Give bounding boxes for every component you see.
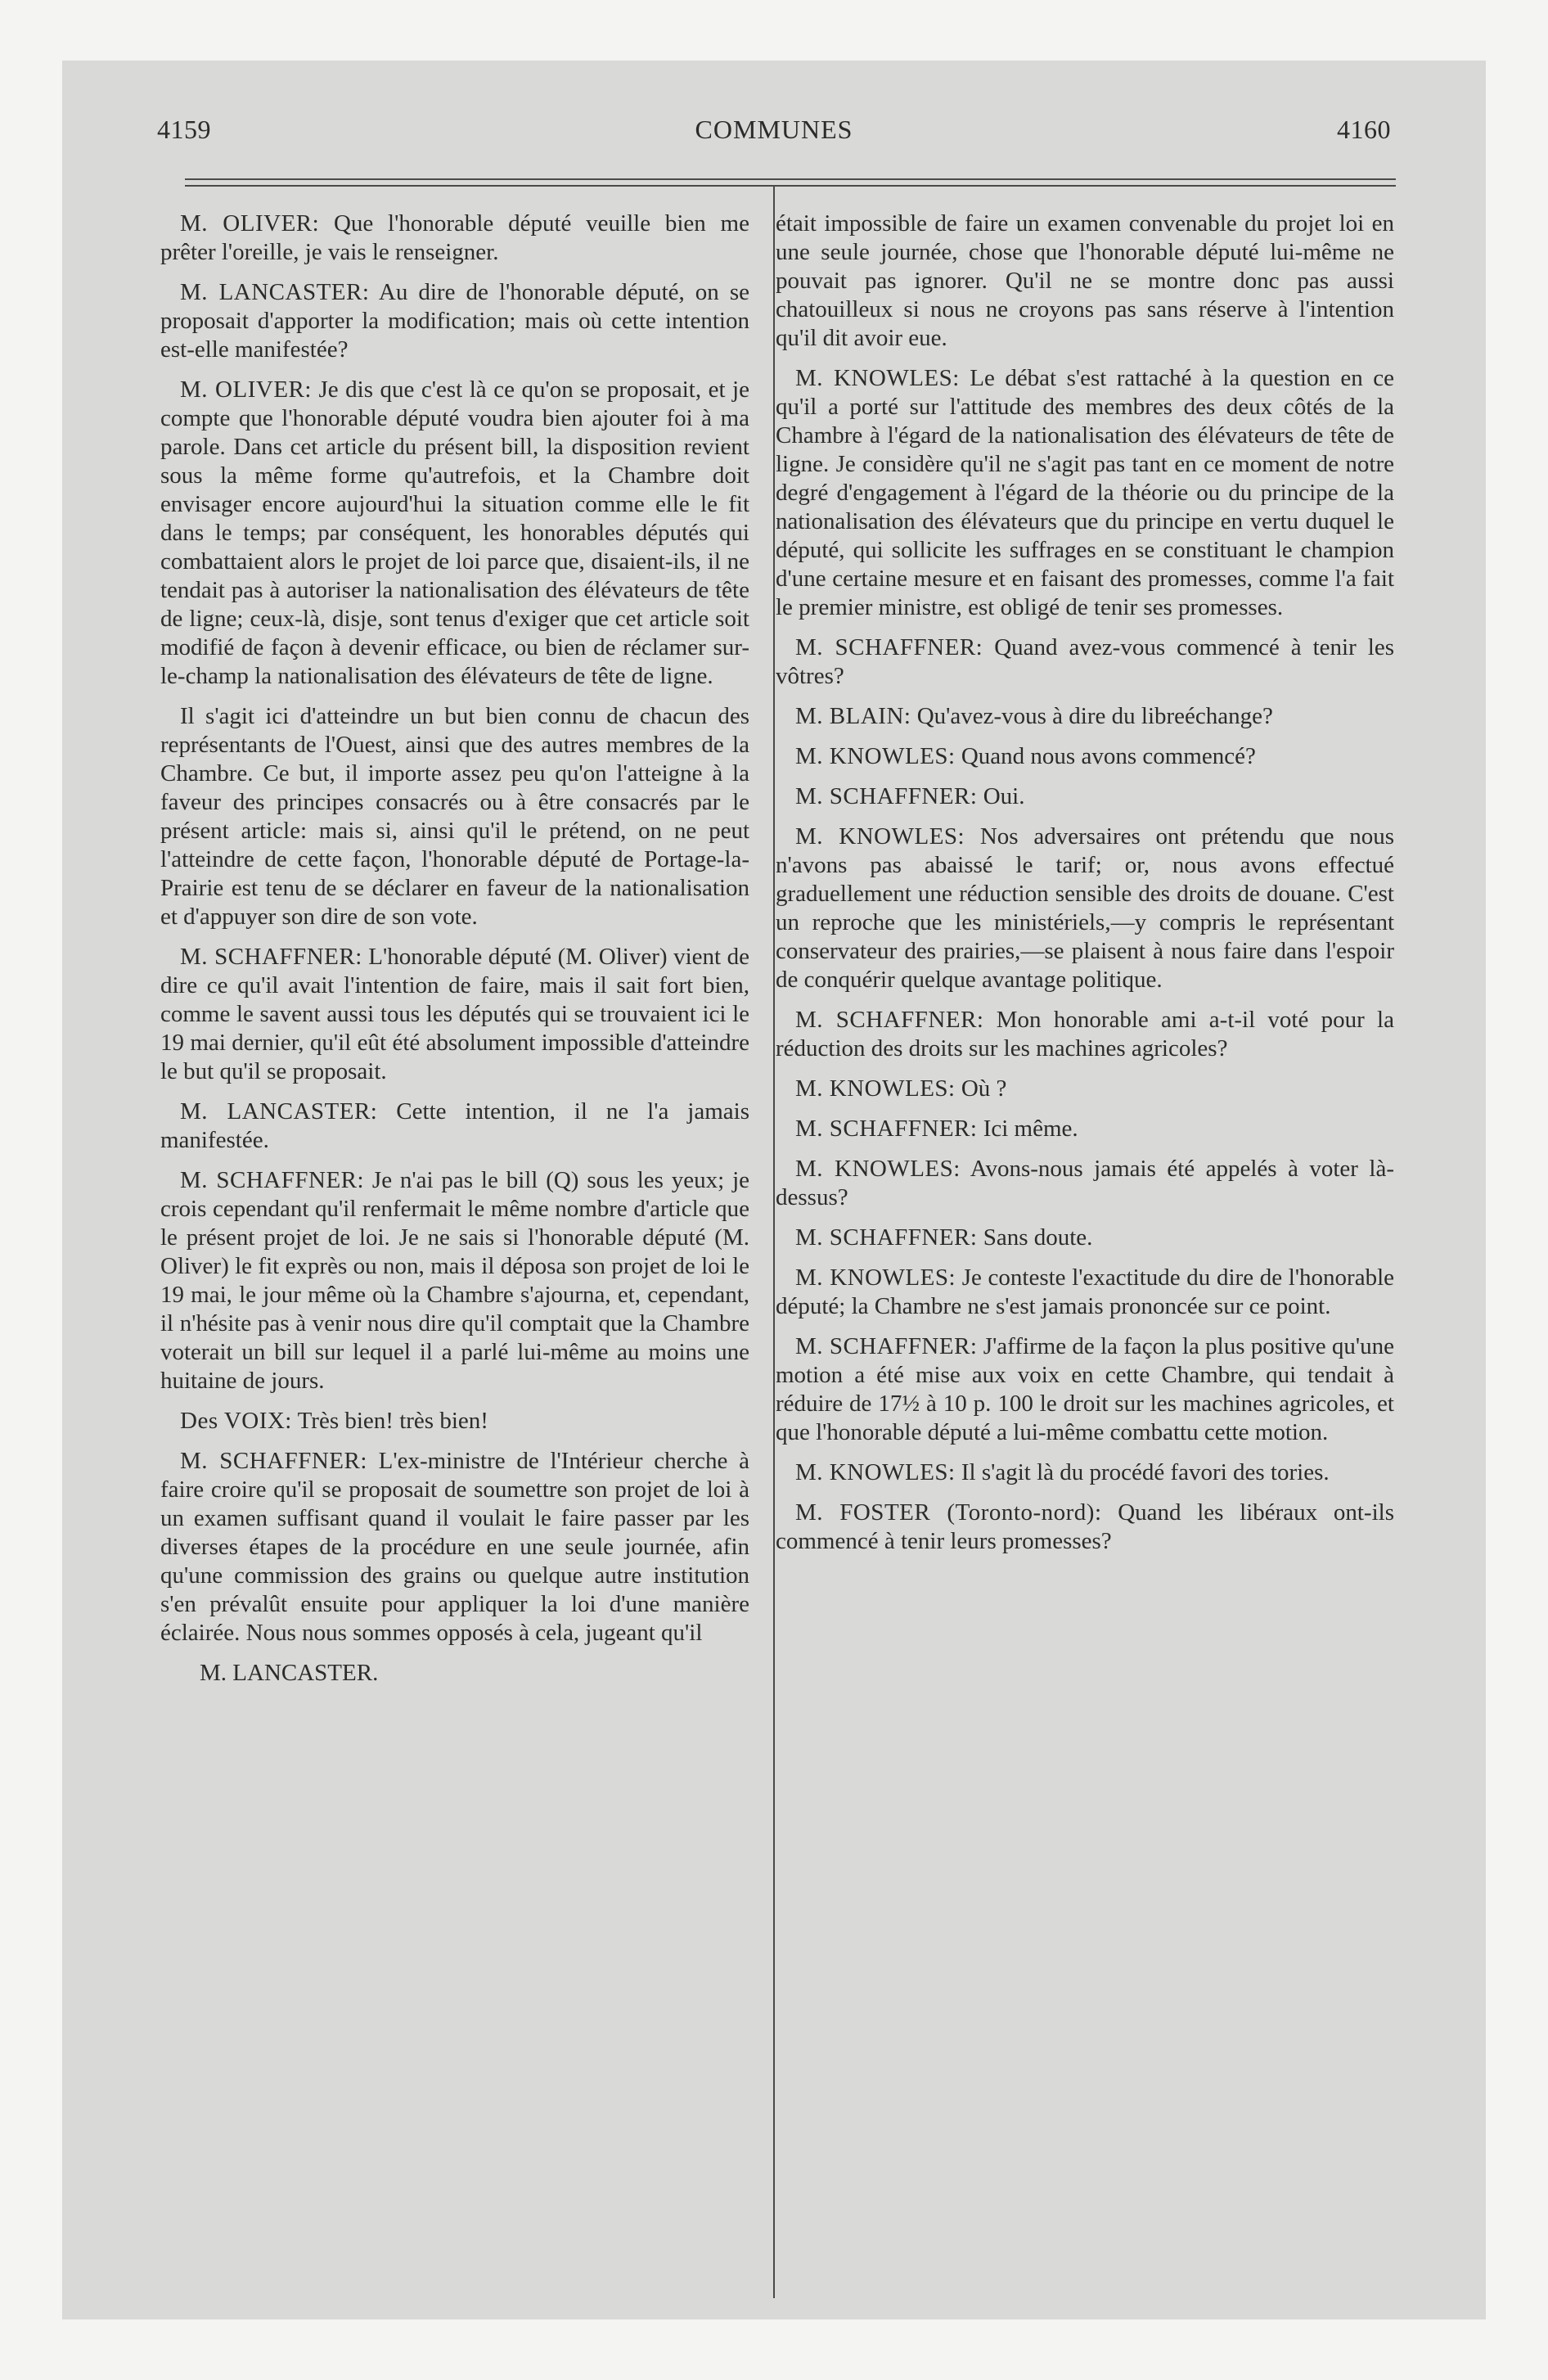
paragraph-text: Qu'avez-vous à dire du libreéchange? [911, 703, 1273, 729]
paragraph-text: J'affirme de la façon la plus positive qu'une motion a été mise aux voix en cette Chambre, qui tendait à réduire de 17½ à 10 p. 100 le droit sur les machines agricoles, et que l'honorable député a lui-même combattu cette motion. [776, 1333, 1394, 1445]
paragraph [160, 210, 749, 267]
paragraph [160, 1447, 749, 1648]
speaker-name: M. KNOWLES: [795, 1075, 956, 1102]
speaker-name: M. SCHAFFNER: [795, 783, 978, 809]
paragraph-text: Il s'agit là du procédé favori des tories. [955, 1459, 1330, 1485]
paragraph-text: Quand avez-vous commencé à tenir les vôtres? [776, 634, 1394, 689]
speaker-name: M. SCHAFFNER: [180, 1448, 367, 1474]
paragraph-text: L'ex-ministre de l'Intérieur cherche à faire croire qu'il se proposait de soumettre son projet de loi à un examen suffisant quand il voulait le faire passer par les diverses étapes de la procédure en une seule journée, afin qu'une commission des grains ou quelque autre institution s'en prévalût ensuite pour appliquer la loi d'une manière éclairée. Nous nous sommes opposés à cela, jugeant qu'il [160, 1448, 749, 1646]
paragraph-text: Je dis que c'est là ce qu'on se proposait, et je compte que l'honorable député voudra bien ajouter foi à ma parole. Dans cet article du présent bill, la disposition revient sous la même forme qu'autrefois, et la Chambre doit envisager encore aujourd'hui la situation comme elle le fit dans le temps; par conséquent, les honorables députés qui combattaient alors le projet de loi parce que, disaient-ils, il ne tendait pas à autoriser la nationalisation des élévateurs de tête de ligne; ceux-là, disje, sont tenus d'exiger que cet article soit modifié de façon à devenir efficace, ou bien de réclamer sur-le-champ la nationalisation des élévateurs de tête de ligne. [160, 376, 749, 689]
paragraph [776, 1006, 1394, 1063]
speaker-name: M. KNOWLES: [795, 1156, 961, 1182]
paragraph-text: Ici même. [977, 1116, 1078, 1142]
paragraph-text: Nos adversaires ont prétendu que nous n'avons pas abaissé le tarif; or, nous avons effectué graduellement une réduction sensible des droits de douane. C'est un reproche que les ministériels,—y compris le représentant conservateur des prairies,—se plaisent à nous faire dans l'espoir de conquérir quelque avantage politique. [776, 823, 1394, 993]
paragraph-text: Je conteste l'exactitude du dire de l'honorable député; la Chambre ne s'est jamais prononcée sur ce point. [776, 1264, 1395, 1319]
paragraph [776, 1264, 1394, 1321]
paragraph-text: était impossible de faire un examen convenable du projet loi en une seule journée, chose que l'honorable député lui-même ne pouvait pas ignorer. Qu'il ne se montre donc pas aussi chatouilleux si nous ne croyons pas sans réserve à l'intention qu'il dit avoir eue. [776, 210, 1394, 351]
left-page-number: 4159 [157, 115, 211, 144]
paragraph-text: Oui. [977, 783, 1025, 809]
paragraph [160, 1098, 749, 1155]
left-column [160, 210, 749, 1699]
speaker-name: M. SCHAFFNER: [180, 944, 362, 970]
paragraph-text: Mon honorable ami a-t-il voté pour la réduction des droits sur les machines agricoles? [776, 1007, 1394, 1062]
right-page-number: 4160 [1337, 115, 1391, 144]
speaker-name: M. SCHAFFNER: [795, 1333, 978, 1359]
paragraph-text: Le débat s'est rattaché à la question en ce qu'il a porté sur l'attitude des membres des deux côtés de la Chambre à l'égard de la nationalisation des élévateurs de tête de ligne. Je considère qu'il ne s'agit pas tant en ce moment de notre degré d'engagement à l'égard de la théorie ou du principe de la nationalisation des élévateurs que du principe en vertu duquel le député, qui sollicite les suffrages en se constituant le champion d'une certaine mesure et en faisant des promesses, comme l'a fait le premier ministre, est obligé de tenir ses promesses. [776, 365, 1394, 620]
paragraph-text: Quand nous avons commencé? [955, 743, 1256, 769]
speaker-name: Des VOIX: [180, 1408, 292, 1434]
paragraph-text: Je n'ai pas le bill (Q) sous les yeux; je crois cependant qu'il renfermait le même nombre d'article que le présent projet de loi. Je ne sais si l'honorable député (M. Oliver) le fit exprès ou non, mais il déposa son projet de loi le 19 mai, le jour même où la Chambre s'ajourna, et, cependant, il n'hésite pas à venir nous dire qu'il comptait que la Chambre voterait un bill sur lequel il a parlé lui-même au moins une huitaine de jours. [160, 1167, 749, 1394]
speaker-name: M. LANCASTER: [180, 279, 370, 305]
paragraph [776, 210, 1394, 353]
paragraph [776, 702, 1394, 731]
paragraph-text: Où ? [955, 1075, 1007, 1102]
speaker-name: M. FOSTER (Toronto-nord): [795, 1499, 1102, 1526]
speaker-name: M. SCHAFFNER: [795, 1224, 978, 1251]
paragraph [160, 278, 749, 364]
paragraph-text: Sans doute. [977, 1224, 1093, 1251]
paragraph-text: Que l'honorable député veuille bien me prêter l'oreille, je vais le renseigner. [160, 210, 749, 265]
paragraph [160, 702, 749, 931]
paragraph-text: Quand les libéraux ont-ils commencé à tenir leurs promesses? [776, 1499, 1394, 1554]
speaker-name: M. OLIVER: [180, 210, 320, 237]
paragraph [776, 742, 1394, 771]
paragraph-text: Il s'agit ici d'atteindre un but bien connu de chacun des représentants de l'Ouest, ainsi que des autres membres de la Chambre. Ce but, il importe assez peu qu'on l'atteigne à la faveur des principes consacrés ou à être consacrés par le présent article: mais si, ainsi qu'il le prétend, on ne peut l'atteindre de cette façon, l'honorable député de Portage-la-Prairie est tenu de se déclarer en faveur de la nationalisation et d'appuyer son dire de son vote. [160, 703, 749, 930]
paragraph-text: Avons-nous jamais été appelés à voter là-dessus? [776, 1156, 1395, 1210]
column-divider [773, 187, 775, 2298]
paragraph-text: Très bien! très bien! [291, 1408, 488, 1434]
paragraph [160, 1407, 749, 1436]
page-title: COMMUNES [695, 115, 853, 144]
speaker-name: M. SCHAFFNER: [795, 1116, 978, 1142]
speaker-name: M. SCHAFFNER: [795, 634, 983, 660]
paragraph [776, 1224, 1394, 1252]
paragraph [776, 1075, 1394, 1103]
speaker-name: M. KNOWLES: [795, 823, 965, 850]
paragraph [160, 1166, 749, 1395]
speaker-name: M. KNOWLES: [795, 1459, 956, 1485]
paragraph [160, 376, 749, 691]
header-rule-bottom [185, 185, 1396, 187]
paragraph [776, 1332, 1394, 1447]
paragraph [776, 633, 1394, 691]
paragraph [776, 1458, 1394, 1487]
paragraph [776, 364, 1394, 622]
speaker-name: M. KNOWLES: [795, 743, 956, 769]
paragraph [776, 782, 1394, 811]
paragraph [776, 1499, 1394, 1556]
paragraph [776, 823, 1394, 994]
paragraph-text: Cette intention, il ne l'a jamais manifestée. [160, 1098, 749, 1153]
speaker-name: M. OLIVER: [180, 376, 312, 403]
paragraph-text: L'honorable député (M. Oliver) vient de dire ce qu'il avait l'intention de faire, mais il sait fort bien, comme le savent aussi tous les députés qui se trouvaient ici le 19 mai dernier, qu'il eût été absolument impossible d'atteindre le but qu'il se proposait. [160, 944, 749, 1084]
speaker-name: M. KNOWLES: [795, 1264, 956, 1291]
paragraph-text: Au dire de l'honorable député, on se proposait d'apporter la modification; mais où cette intention est-elle manifestée? [160, 279, 749, 363]
speaker-name: M. SCHAFFNER: [180, 1167, 365, 1193]
running-footer-name: M. LANCASTER. [200, 1660, 379, 1686]
paragraph [776, 1115, 1394, 1143]
speaker-name: M. SCHAFFNER: [795, 1007, 984, 1033]
right-column [776, 210, 1394, 1567]
page-header [157, 115, 1391, 147]
paragraph [160, 943, 749, 1086]
speaker-name: M. KNOWLES: [795, 365, 960, 391]
speaker-name: M. BLAIN: [795, 703, 911, 729]
speaker-name: M. LANCASTER: [180, 1098, 378, 1125]
header-rule-top [185, 178, 1396, 180]
paragraph [776, 1155, 1394, 1212]
